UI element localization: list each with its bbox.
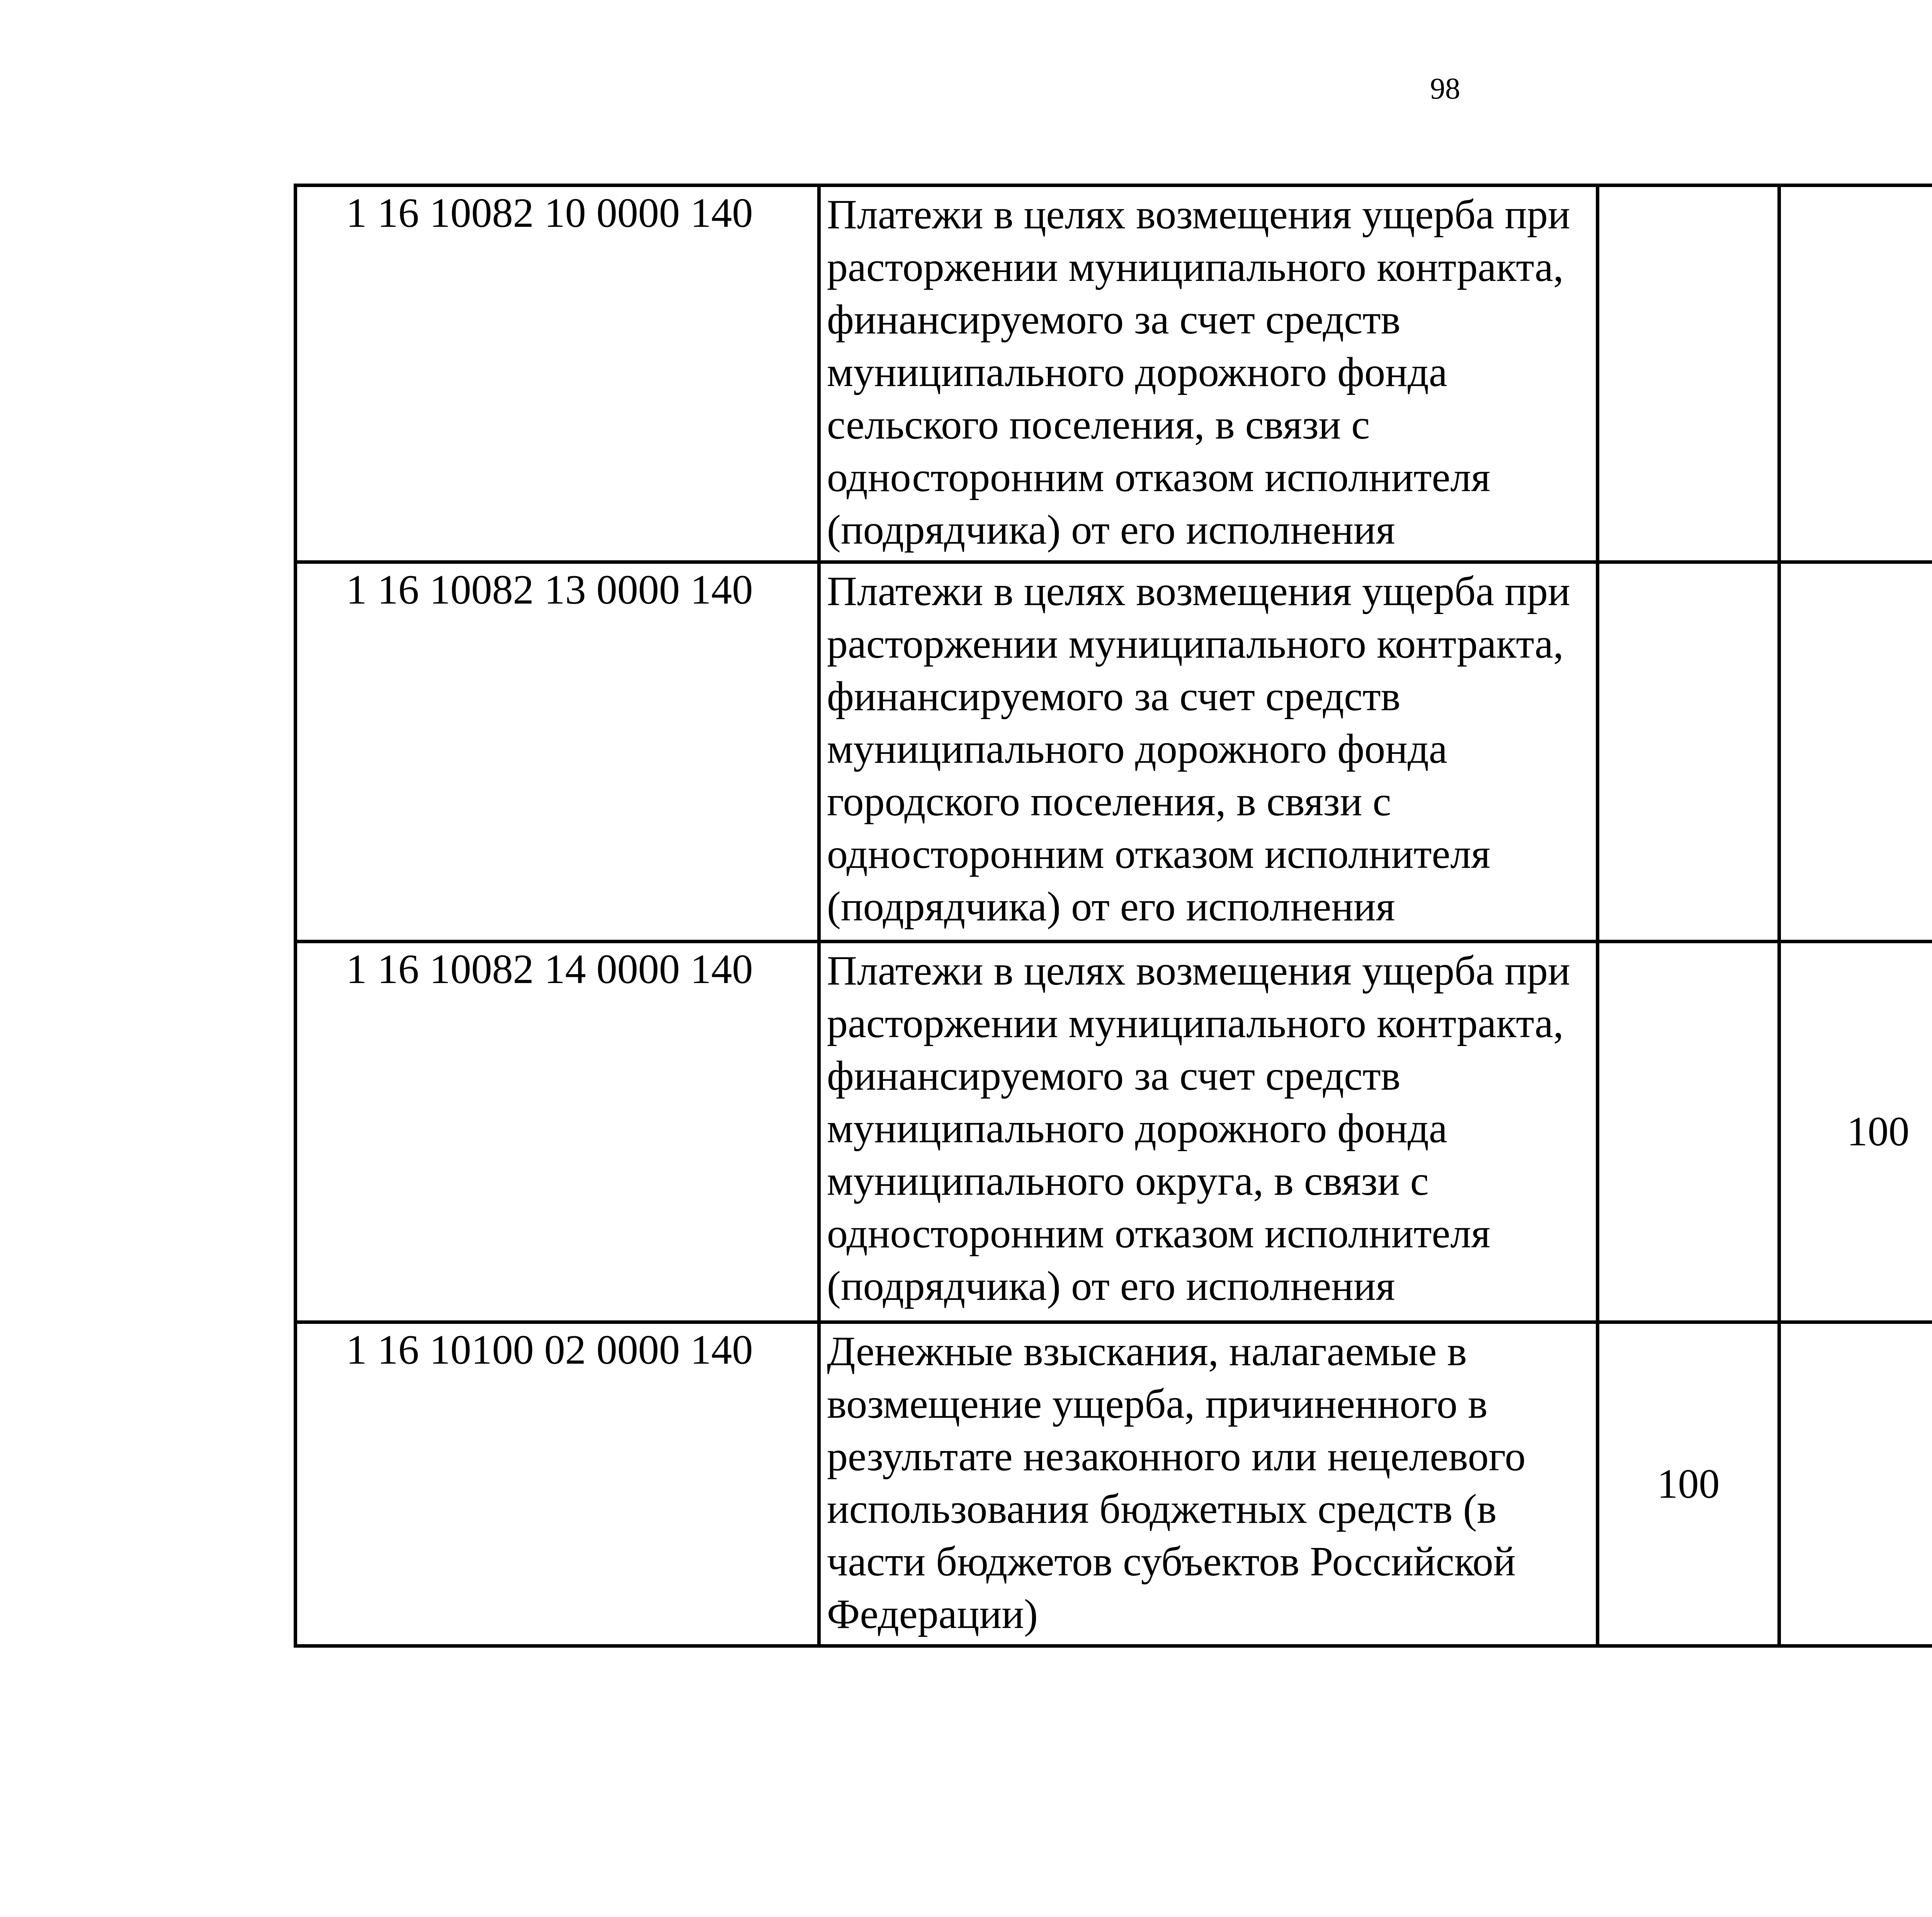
budget-classification-code: 1 16 10100 02 0000 140 [296,1322,819,1646]
page-number: 98 [1430,71,1460,105]
table-row [296,562,1932,942]
percent-cell: 100 [1779,942,1932,1322]
percent-cell: 100 [1598,1322,1779,1646]
budget-classification-code: 1 16 10082 13 0000 140 [296,562,819,942]
table-row [296,942,1932,1322]
percent-cell [1598,185,1779,562]
budget-classification-code: 1 16 10082 10 0000 140 [296,185,819,562]
revenue-name: Платежи в целях возмещения ущерба при расторжении муниципального контракта, финансируемого за счет средств муниципального дорожного фонда муниципального округа, в связи с односторонним отказом исполнителя (подрядчика) от его исполнения [819,942,1598,1322]
budget-classification-code: 1 16 10082 14 0000 140 [296,942,819,1322]
table-row [296,185,1932,562]
table-row [296,1322,1932,1646]
budget-revenue-table [294,184,1932,1648]
revenue-name: Денежные взыскания, налагаемые в возмещение ущерба, причиненного в результате незаконного или нецелевого использования бюджетных средств (в части бюджетов субъектов Российской Федерации) [819,1322,1598,1646]
percent-cell [1779,1322,1932,1646]
revenue-name: Платежи в целях возмещения ущерба при расторжении муниципального контракта, финансируемого за счет средств муниципального дорожного фонда сельского поселения, в связи с односторонним отказом исполнителя (подрядчика) от его исполнения [819,185,1598,562]
revenue-name: Платежи в целях возмещения ущерба при расторжении муниципального контракта, финансируемого за счет средств муниципального дорожного фонда городского поселения, в связи с односторонним отказом исполнителя (подрядчика) от его исполнения [819,562,1598,942]
percent-cell [1598,562,1779,942]
percent-cell [1779,562,1932,942]
percent-cell [1598,942,1779,1322]
percent-cell [1779,185,1932,562]
